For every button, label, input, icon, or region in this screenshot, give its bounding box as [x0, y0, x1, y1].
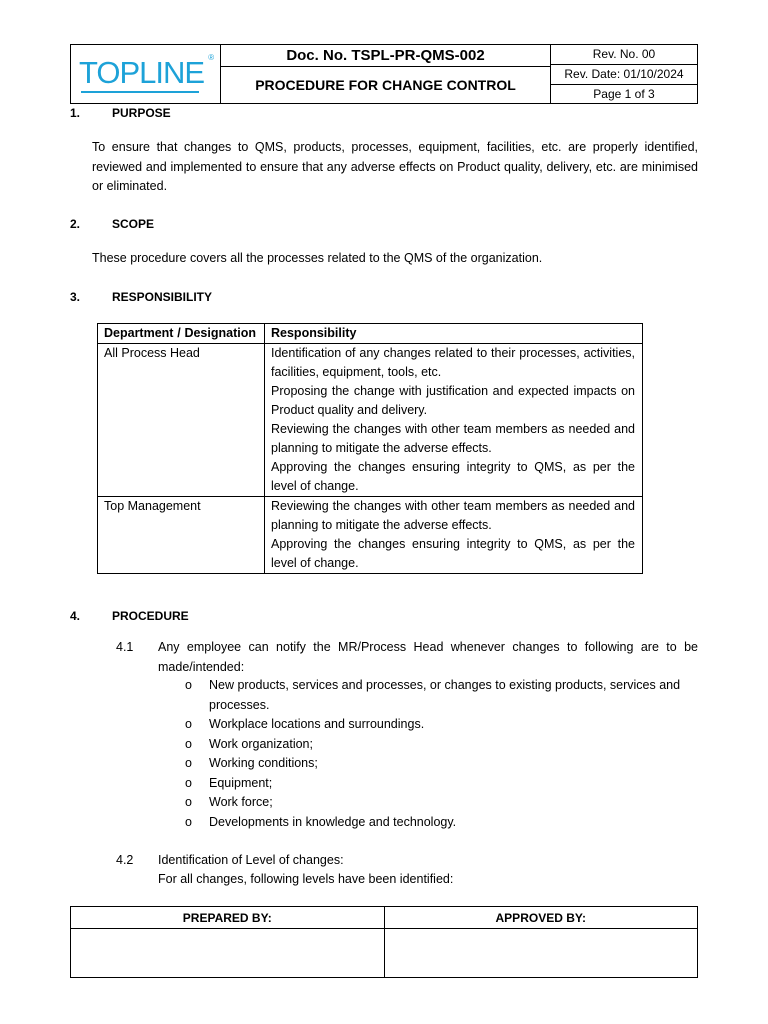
- logo-cell: [71, 45, 221, 103]
- responsibility-item: Approving the changes ensuring integrity to QMS, as per the level of change.: [271, 460, 635, 493]
- list-item-text: Working conditions;: [209, 756, 318, 770]
- table-row: [98, 344, 643, 497]
- bullet-marker: o: [185, 775, 192, 790]
- section-number: 2.: [70, 217, 81, 231]
- section-title: SCOPE: [112, 217, 155, 231]
- revision-number: Rev. No. 00: [551, 45, 697, 65]
- department-cell: All Process Head: [98, 344, 265, 497]
- bullet-marker: o: [185, 736, 192, 751]
- scope-text: These procedure covers all the processes related to the QMS of the organization.: [92, 251, 543, 265]
- registered-mark: ®: [208, 53, 215, 62]
- table-row: [98, 497, 643, 574]
- column-header-department: [98, 324, 265, 344]
- table-header-row: [98, 324, 643, 344]
- company-logo: [79, 53, 215, 91]
- logo-text: TOPLINE: [79, 55, 205, 90]
- section-title: RESPONSIBILITY: [112, 290, 213, 304]
- subsection-4-1-number: 4.1: [116, 640, 134, 654]
- department-cell: Top Management: [98, 497, 265, 574]
- document-header: [70, 44, 698, 104]
- list-item-text: New products, services and processes, or changes to existing products, services and processes.: [209, 678, 681, 712]
- list-item: [185, 813, 698, 833]
- change-items-list: [185, 676, 698, 832]
- responsibility-cell: [265, 344, 643, 497]
- bullet-marker: o: [185, 795, 192, 809]
- responsibility-item: Proposing the change with justification and expected impacts on Product quality and delivery.: [271, 384, 635, 417]
- subsection-4-2-line2: For all changes, following levels have been identified:: [158, 872, 454, 886]
- list-item: [185, 676, 698, 715]
- bullet-marker: o: [185, 756, 192, 770]
- page-number: Page 1 of 3: [593, 87, 655, 101]
- purpose-text: To ensure that changes to QMS, products, processes, equipment, facilities, etc. are properly identified, reviewed and implemented to ensure that any adverse effects on Product quality, delivery, etc. are minimised or eliminated.: [92, 140, 698, 193]
- list-item: [185, 735, 698, 755]
- header-title-cell: [221, 45, 551, 103]
- approved-by-signature-field[interactable]: [384, 929, 698, 978]
- list-item: [185, 793, 698, 813]
- bullet-marker: o: [185, 814, 192, 829]
- section-number: 4.: [70, 609, 81, 623]
- section-number: 3.: [70, 290, 81, 304]
- list-item: [185, 774, 698, 794]
- document-number: Doc. No. TSPL-PR-QMS-002: [221, 45, 550, 67]
- responsibility-item: Identification of any changes related to their processes, activities, facilities, equipment, tools, etc.: [271, 346, 635, 379]
- prepared-by-label: PREPARED BY:: [71, 907, 385, 929]
- signoff-header-row: [71, 907, 698, 929]
- document-title: PROCEDURE FOR CHANGE CONTROL: [255, 77, 516, 93]
- column-header-department-text: Department / Designation: [104, 326, 256, 340]
- responsibility-cell: [265, 497, 643, 574]
- responsibility-table: [97, 323, 643, 574]
- header-revision-cell: [551, 45, 697, 103]
- section-title: PURPOSE: [112, 106, 171, 120]
- approved-by-label: APPROVED BY:: [384, 907, 698, 929]
- list-item-text: Work force;: [209, 795, 273, 809]
- logo-underline: [81, 91, 199, 93]
- subsection-4-2-number: 4.2: [116, 853, 134, 867]
- list-item: [185, 715, 698, 735]
- section-number: 1.: [70, 106, 81, 120]
- responsibility-item: Reviewing the changes with other team members as needed and planning to mitigate the adverse effects.: [271, 499, 635, 532]
- signoff-row: [71, 929, 698, 978]
- prepared-by-signature-field[interactable]: [71, 929, 385, 978]
- responsibility-item: Reviewing the changes with other team members as needed and planning to mitigate the adverse effects.: [271, 422, 635, 455]
- section-title: PROCEDURE: [112, 609, 189, 623]
- list-item-text: Equipment;: [209, 775, 273, 790]
- list-item: [185, 754, 698, 774]
- column-header-responsibility: Responsibility: [265, 324, 643, 344]
- list-item-text: Developments in knowledge and technology.: [209, 814, 457, 829]
- subsection-4-2-line1: Identification of Level of changes:: [158, 853, 344, 867]
- signoff-table: [70, 906, 698, 978]
- revision-date: Rev. Date: 01/10/2024: [551, 65, 697, 85]
- list-item-text: Workplace locations and surroundings.: [209, 717, 425, 731]
- bullet-marker: o: [185, 717, 192, 731]
- bullet-marker: o: [185, 678, 192, 692]
- subsection-4-1-text: Any employee can notify the MR/Process Head whenever changes to following are to be made/intended:: [158, 640, 698, 674]
- list-item-text: Work organization;: [209, 736, 313, 751]
- responsibility-item: Approving the changes ensuring integrity to QMS, as per the level of change.: [271, 537, 635, 570]
